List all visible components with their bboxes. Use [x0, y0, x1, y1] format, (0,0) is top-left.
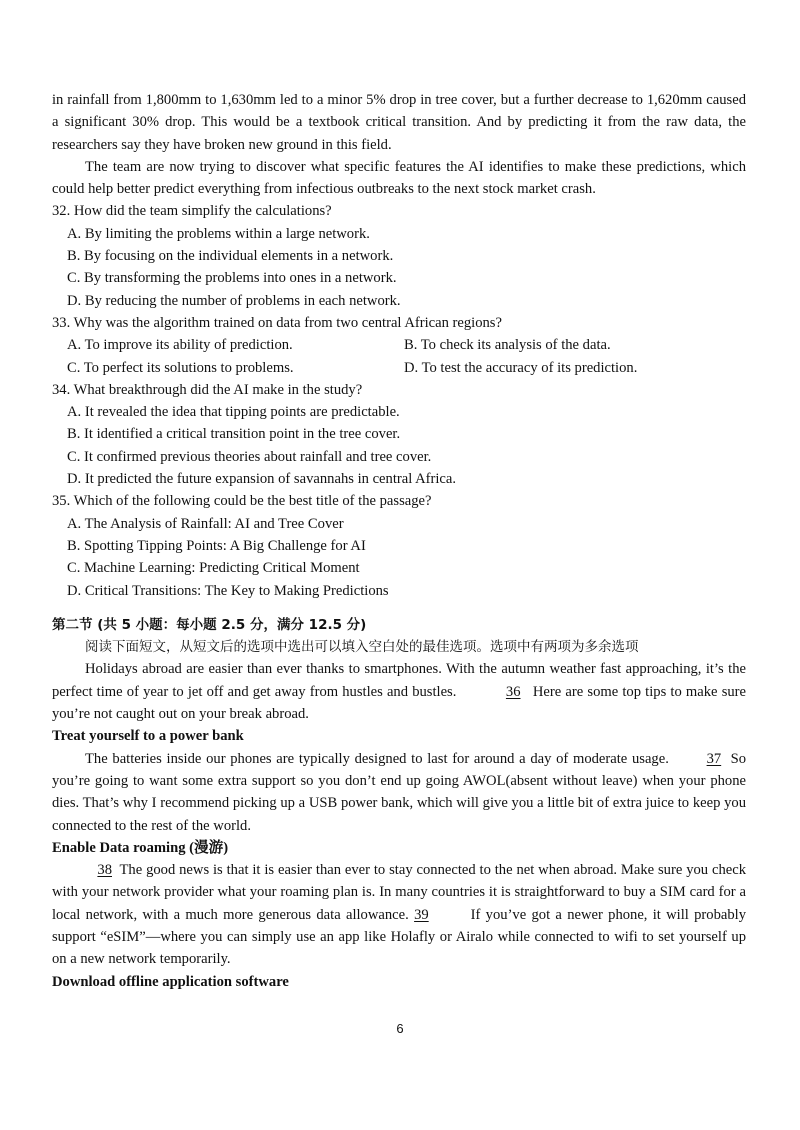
question-32-option-c: C. By transforming the problems into ones in a network.: [67, 270, 397, 287]
question-33-options-row-2: [67, 357, 746, 379]
blank-39: 39: [414, 906, 429, 923]
page-content: [52, 89, 746, 993]
section-2-instruction: 阅读下面短文，从短文后的选项中选出可以填入空白处的最佳选项。选项中有两项为多余选项: [85, 639, 639, 656]
heading-power-bank: Treat yourself to a power bank: [52, 728, 244, 745]
question-32-stem: 32. How did the team simplify the calculations?: [52, 203, 332, 220]
data-roaming-paragraph: [52, 859, 746, 970]
data-roaming-text-b: If you’ve got a newer phone, it will probably support “eSIM”—where you can simply use an app like Holafly or Airalo while connected to wifi to set yourself up on a new network temporarily.: [52, 906, 747, 968]
question-33-option-b: B. To check its analysis of the data.: [404, 337, 611, 354]
heading-offline-apps: Download offline application software: [52, 973, 289, 990]
section-2-title: [52, 614, 746, 636]
question-34-option-c: C. It confirmed previous theories about rainfall and tree cover.: [67, 448, 432, 465]
question-33-options-row-1: [67, 334, 746, 356]
question-35-option-d: D. Critical Transitions: The Key to Making Predictions: [67, 582, 389, 599]
blank-36: 36: [505, 683, 521, 700]
question-32-option-b: B. By focusing on the individual elements in a network.: [67, 248, 394, 265]
passage-paragraph: in rainfall from 1,800mm to 1,630mm led to a minor 5% drop in tree cover, but a further decrease to 1,620mm caused a significant 30% drop. This would be a textbook critical transition. And by predicting it from the raw data, the researchers say they have broken new ground in this field.: [52, 92, 746, 153]
blank-38: 38: [97, 862, 112, 879]
heading-data-roaming: Enable Data roaming (漫游): [52, 839, 229, 856]
question-34-stem: 34. What breakthrough did the AI make in the study?: [52, 381, 363, 398]
intro-text-a: Holidays abroad are easier than ever thanks to smartphones. With the autumn weather fast approaching, it’s the perfect time of year to jet off and get away from hustles and bustles.: [52, 661, 746, 700]
question-34-option-b: B. It identified a critical transition point in the tree cover.: [67, 426, 401, 443]
question-32-option-a: A. By limiting the problems within a large network.: [67, 225, 370, 242]
blank-37: 37: [706, 750, 722, 767]
question-32-option-d: D. By reducing the number of problems in each network.: [67, 292, 401, 309]
question-35-option-a: A. The Analysis of Rainfall: AI and Tree Cover: [67, 515, 344, 532]
question-35-option-b: B. Spotting Tipping Points: A Big Challenge for AI: [67, 537, 366, 554]
question-35-option-c: C. Machine Learning: Predicting Critical Moment: [67, 560, 360, 577]
question-33-option-d: D. To test the accuracy of its prediction.: [404, 359, 638, 376]
question-35-stem: 35. Which of the following could be the best title of the passage?: [52, 493, 432, 510]
question-33-stem: 33. Why was the algorithm trained on data from two central African regions?: [52, 314, 502, 331]
question-34-option-d: D. It predicted the future expansion of savannahs in central Africa.: [67, 471, 457, 488]
section-2-intro: [52, 658, 746, 725]
page-number: 6: [396, 1021, 404, 1036]
power-bank-text-b: So you’re going to want some extra support so you don’t end up going AWOL(absent without leave) when your phone dies. That’s why I recommend picking up a USB power bank, which will give you a little bit of extra juice to keep you connected to the rest of the world.: [52, 750, 747, 834]
passage-paragraph: The team are now trying to discover what specific features the AI identifies to make these predictions, which could help better predict everything from infectious outbreaks to the next stock market crash.: [52, 158, 746, 198]
question-34-option-a: A. It revealed the idea that tipping points are predictable.: [67, 404, 400, 421]
question-33-option-c: C. To perfect its solutions to problems.: [67, 359, 294, 376]
section-2-title-text: 第二节 (共 5 小题：每小题 2.5 分，满分 12.5 分): [52, 616, 367, 633]
intro-text-b: Here are some top tips to make sure you’re not caught out on your break abroad.: [52, 683, 747, 723]
question-33-option-a: A. To improve its ability of prediction.: [67, 337, 293, 354]
power-bank-paragraph: [52, 748, 746, 837]
data-roaming-text-a: The good news is that it is easier than ever to stay connected to the net when abroad. Make sure you check with your network provider what your roaming plan is. In many countries it is straightforward to buy a SIM card for a local network, with a much more generous data allowance.: [52, 862, 746, 923]
power-bank-text-a: The batteries inside our phones are typically designed to last for around a day of moderate usage.: [85, 750, 669, 767]
